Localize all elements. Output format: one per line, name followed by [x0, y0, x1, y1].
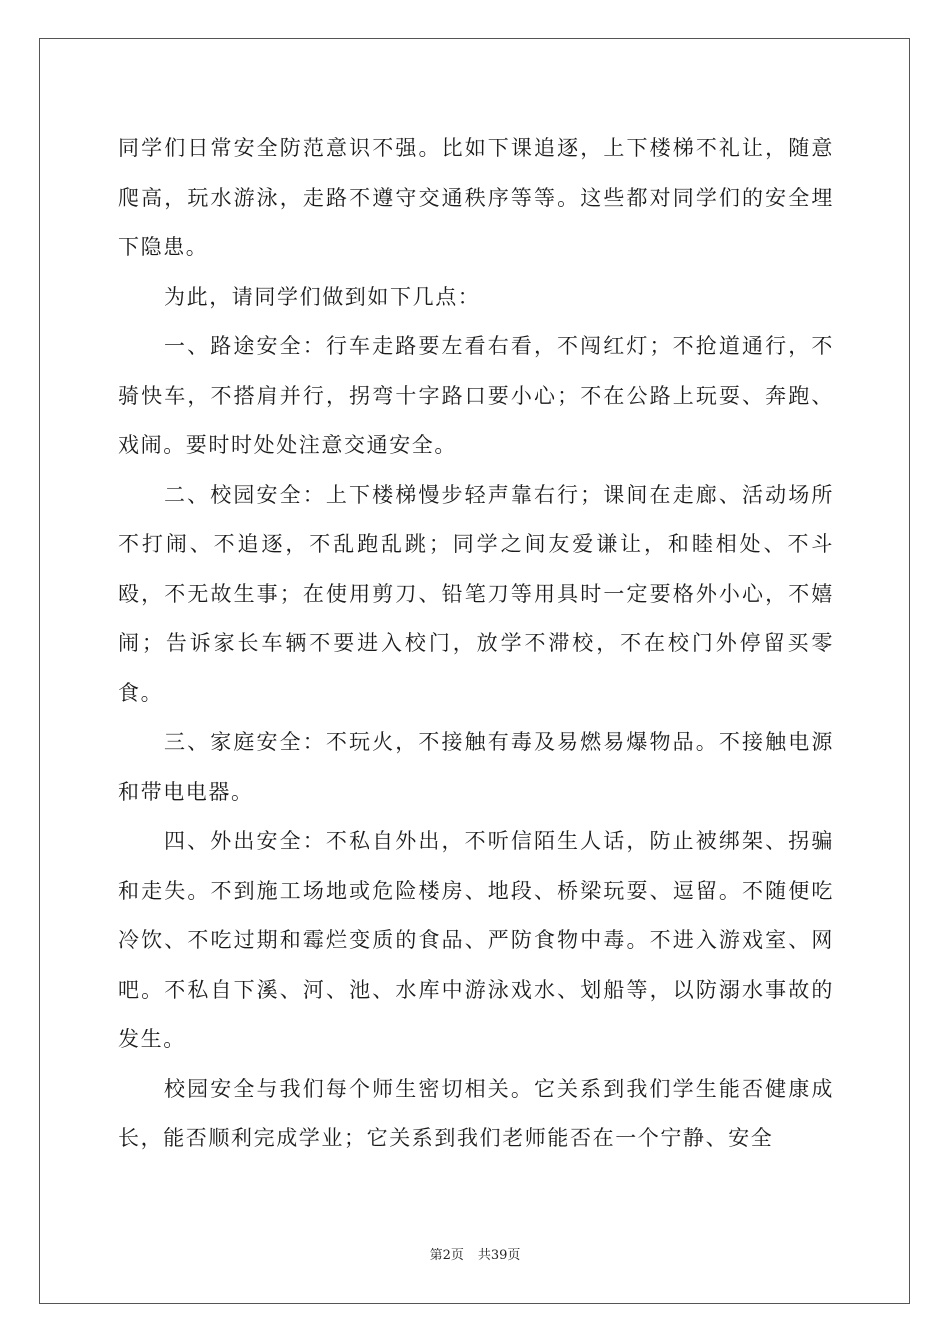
page-number: 第2页 [429, 1248, 464, 1263]
page-footer [0, 1244, 950, 1263]
paragraph-road-safety: 一、路途安全：行车走路要左看右看，不闯红灯；不抢道通行，不骑快车，不搭肩并行，拐弯十字路口要小心；不在公路上玩耍、奔跑、戏闹。要时时处处注意交通安全。 [118, 334, 834, 457]
paragraph-outing-safety: 四、外出安全：不私自外出，不听信陌生人话，防止被绑架、拐骗和走失。不到施工场地或危险楼房、地段、桥梁玩耍、逗留。不随便吃冷饮、不吃过期和霉烂变质的食品、严防食物中毒。不进入游戏室、网吧。不私自下溪、河、池、水库中游泳戏水、划船等，以防溺水事故的发生。 [118, 829, 834, 1051]
paragraph-conclusion: 校园安全与我们每个师生密切相关。它关系到我们学生能否健康成长，能否顺利完成学业；它关系到我们老师能否在一个宁静、安全 [118, 1076, 834, 1150]
page-total: 共39页 [477, 1248, 521, 1263]
paragraph-home-safety: 三、家庭安全：不玩火，不接触有毒及易燃易爆物品。不接触电源和带电电器。 [118, 730, 834, 804]
paragraph-intro: 同学们日常安全防范意识不强。比如下课追逐，上下楼梯不礼让，随意爬高，玩水游泳，走路不遵守交通秩序等等。这些都对同学们的安全埋下隐患。 [118, 136, 834, 259]
paragraph-campus-safety: 二、校园安全：上下楼梯慢步轻声靠右行；课间在走廊、活动场所不打闹、不追逐，不乱跑乱跳；同学之间友爱谦让，和睦相处、不斗殴，不无故生事；在使用剪刀、铅笔刀等用具时一定要格外小心，不嬉闹；告诉家长车辆不要进入校门，放学不滞校，不在校门外停留买零食。 [118, 482, 834, 705]
document-body [118, 124, 834, 1164]
paragraph-instructions: 为此，请同学们做到如下几点： [164, 284, 481, 309]
